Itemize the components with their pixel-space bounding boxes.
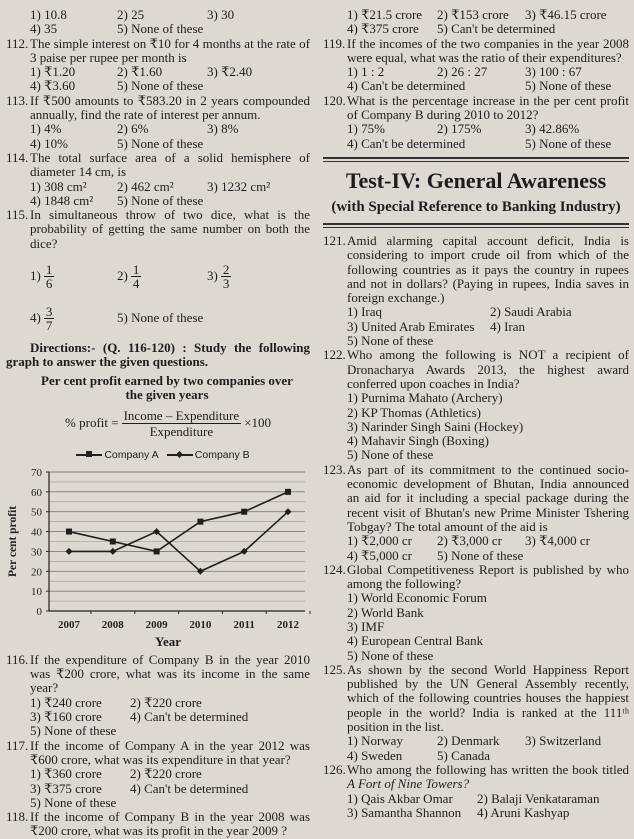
- question-number: 118.: [6, 809, 29, 825]
- questions-121-126: [323, 234, 629, 820]
- question-text: [30, 151, 310, 180]
- options-list: [323, 8, 629, 37]
- section-subtitle: (with Special Reference to Banking Industry): [331, 198, 621, 215]
- section-divider-top: [323, 157, 629, 162]
- data-point-company-a: [110, 538, 116, 544]
- section-title: Test-IV: General Awareness: [345, 167, 607, 193]
- option-1: 1) Purnima Mahato (Archery): [347, 390, 503, 406]
- option-5: 5) Canada: [437, 747, 491, 763]
- book-title: A Fort of Nine Towers?: [347, 776, 470, 792]
- y-tick-label: 50: [31, 506, 42, 519]
- x-tick-label: 2012: [277, 618, 299, 631]
- option-2: 2) 26 : 27: [437, 64, 488, 80]
- option-5: 5) None of these: [30, 723, 117, 739]
- question-number: 123.: [323, 461, 346, 477]
- x-tick-label: 2008: [101, 618, 124, 631]
- legend-company-a: Company A: [104, 449, 159, 462]
- options-list: [323, 391, 629, 462]
- options-row: [6, 259, 310, 293]
- option-2: 2) 462 cm²: [117, 178, 174, 194]
- fraction-denominator: 6: [45, 275, 53, 291]
- formula-fraction: [122, 408, 242, 439]
- option-3: 3) 30: [207, 7, 235, 22]
- option-2: 2) World Bank: [347, 604, 424, 620]
- question-stem: If the income of Company A in the year 2012 was ₹600 crore, what was its expenditure in that year?: [30, 737, 310, 767]
- profit-formula: [26, 406, 310, 440]
- option-2: 2) ₹1.60: [117, 64, 163, 80]
- question-113: [6, 94, 310, 151]
- question-text: [30, 810, 310, 839]
- question-stem-row: [323, 763, 629, 792]
- question-118: [6, 810, 310, 839]
- options-list: [6, 180, 310, 209]
- left-column: [6, 8, 310, 839]
- option-3: 3) Narinder Singh Saini (Hockey): [347, 418, 524, 434]
- question-stem-row: [6, 739, 310, 768]
- option-2: 2) ₹3,000 cr: [437, 533, 502, 549]
- option-2: 2) Balaji Venkataraman: [477, 790, 600, 806]
- directions: Directions:- (Q. 116-120) : Study the following graph to answer the given questions.: [6, 340, 310, 370]
- question-text: [30, 37, 310, 66]
- y-tick-label: 70: [31, 466, 42, 479]
- option-3: 3) United Arab Emirates: [347, 318, 475, 334]
- question-text: [347, 234, 629, 305]
- question-text: [347, 563, 629, 592]
- x-tick-label: 2007: [58, 618, 80, 631]
- question-number: 116.: [6, 651, 29, 667]
- question-116: [6, 653, 310, 739]
- x-tick-label: 2010: [189, 618, 212, 631]
- questions-116-118: [6, 653, 310, 839]
- question-stem-row: [323, 563, 629, 592]
- options-row: [6, 301, 310, 335]
- options-list: [323, 792, 629, 821]
- options-list: [6, 122, 310, 151]
- y-tick-label: 10: [31, 585, 42, 598]
- fraction-numerator: 1: [132, 261, 140, 277]
- option-3: 3) ₹4,000 cr: [525, 533, 590, 549]
- option-3: 3) ₹46.15 crore: [525, 7, 607, 22]
- question-stem-row: [6, 94, 310, 123]
- question-stem: The simple interest on ₹10 for 4 months at the rate of 3 paise per rupee per month is: [30, 35, 310, 65]
- options-list: [323, 591, 629, 662]
- option-5: 5) None of these: [117, 135, 204, 151]
- options-list: [323, 65, 629, 94]
- option-fraction: [131, 263, 142, 290]
- option-1: 1) ₹1.20: [30, 64, 76, 80]
- option-5: 5) None of these: [347, 447, 434, 463]
- fraction-numerator: 1: [45, 261, 53, 277]
- option-1: 1) World Economic Forum: [347, 590, 487, 606]
- option-5: 5) None of these: [30, 794, 117, 810]
- question-number: 113.: [6, 92, 29, 108]
- y-tick-label: 30: [31, 545, 42, 558]
- question-stem-row: [6, 151, 310, 180]
- option-1: 1) ₹240 crore: [30, 694, 102, 710]
- options-list: [323, 122, 629, 151]
- option-1: 1) Norway: [347, 733, 403, 749]
- question-text: [347, 348, 629, 391]
- option-5: 5) Can't be determined: [437, 21, 556, 37]
- question-121: [323, 234, 629, 348]
- option-4: 4) Can't be determined: [130, 780, 249, 796]
- options-list: [323, 534, 629, 563]
- question-118-options: [323, 8, 629, 37]
- option-4: 4) ₹3.60: [30, 78, 76, 94]
- formula-denominator: Expenditure: [149, 423, 214, 439]
- formula-numerator: Income – Expenditure: [123, 407, 240, 423]
- option-2: 2) 25: [117, 7, 145, 22]
- graph-title: Per cent profit earned by two companies over the given years: [41, 372, 293, 402]
- option-2: 2) ₹153 crore: [437, 7, 509, 22]
- option-3: 3) 1232 cm²: [207, 178, 271, 194]
- option-2: 2) 175%: [437, 121, 482, 137]
- option-1: 1) 1 : 2: [347, 64, 385, 80]
- option-fraction: [44, 263, 55, 290]
- question-117: [6, 739, 310, 810]
- section-divider-bottom: [323, 223, 629, 228]
- data-point-company-a: [197, 518, 203, 524]
- option-3: 3) ₹160 crore: [30, 709, 102, 725]
- question-stem: As part of its commitment to the continued socio-economic development of Bhutan, India announced an aid for it including a special package during the recent visit of Bhutan's new Prime Minister Tshering Tobgay? The total amount of the aid is: [347, 461, 629, 534]
- question-stem-row: [6, 810, 310, 839]
- question-126: [323, 763, 629, 820]
- option-1: [30, 263, 117, 290]
- question-text: [30, 94, 310, 123]
- option-fraction: [44, 305, 55, 332]
- fraction-denominator: 7: [45, 317, 53, 333]
- question-stem: What is the percentage increase in the per cent profit of Company B during 2010 to 2012?: [347, 92, 629, 123]
- y-tick-label: 40: [31, 526, 42, 539]
- option-label: 1): [30, 267, 41, 283]
- option-3: 3) ₹375 crore: [30, 780, 102, 796]
- option-2: 2) KP Thomas (Athletics): [347, 404, 481, 420]
- option-5: 5) None of these: [437, 547, 524, 563]
- question-stem: Amid alarming capital account deficit, India is considering to import crude oil from which of the following countries as it pays the country in rupees and not in dollars? (Paying in rupees, India saves in foreign exchange.): [347, 232, 629, 306]
- question-stem: As shown by the second World Happiness Report published by the UN General Assembly recently, which of the following countries houses the happiest people in the world? India is ranked at the 111ᵗʰ position in the list.: [347, 661, 629, 735]
- option-5: 5) None of these: [347, 647, 434, 663]
- questions-112-114: [6, 37, 310, 209]
- option-4: [30, 305, 117, 332]
- x-tick-label: 2009: [145, 618, 168, 631]
- question-stem-row: [323, 463, 629, 534]
- option-3: 3) 8%: [207, 121, 239, 137]
- question-stem: If ₹500 amounts to ₹583.20 in 2 years compounded annually, find the rate of interest per annum.: [30, 92, 310, 123]
- question-112: [6, 37, 310, 94]
- option-5: 5) None of these: [117, 21, 204, 37]
- question-text: [347, 663, 629, 734]
- option-4: 4) Mahavir Singh (Boxing): [347, 433, 489, 449]
- question-stem: If the incomes of the two companies in the year 2008 were equal, what was the ratio of their expenditures?: [347, 35, 629, 65]
- question-111-options: [6, 8, 310, 37]
- y-tick-label: 60: [31, 486, 42, 499]
- y-tick-label: 20: [31, 565, 42, 578]
- question-stem: In simultaneous throw of two dice, what is the probability of getting the same number on both the dice?: [30, 207, 310, 251]
- option-3: 3) 100 : 67: [525, 64, 582, 80]
- option-1: 1) Iraq: [347, 304, 383, 320]
- question-stem-row: [6, 37, 310, 66]
- question-number: 126.: [323, 761, 346, 777]
- option-2: 2) Denmark: [437, 733, 500, 749]
- option-1: 1) 75%: [347, 121, 385, 137]
- option-4: 4) 35: [30, 21, 58, 37]
- option-fraction: [221, 263, 232, 290]
- option-5: 5) None of these: [117, 192, 204, 208]
- option-4: 4) ₹5,000 cr: [347, 547, 412, 563]
- option-label: 4): [30, 309, 41, 325]
- option-4: 4) Can't be determined: [130, 709, 249, 725]
- fraction-denominator: 4: [132, 275, 140, 291]
- option-5: 5) None of these: [347, 333, 434, 349]
- option-3: 3) IMF: [347, 618, 385, 634]
- question-stem: If the income of Company B in the year 2008 was ₹200 crore, what was its profit in the year 2009 ?: [30, 809, 310, 839]
- option-5: 5) None of these: [525, 135, 612, 151]
- options-list: [323, 305, 629, 348]
- x-tick-label: 2011: [233, 618, 255, 631]
- question-text: [30, 739, 310, 768]
- question-stem: The total surface area of a solid hemisphere of diameter 14 cm, is: [30, 149, 310, 180]
- y-tick-label: 0: [36, 605, 42, 618]
- question-stem: Who among the following has written the book titled: [347, 761, 629, 777]
- options-list: [323, 734, 629, 763]
- question-stem: Who among the following is NOT a recipient of Dronacharya Awards 2013, the highest award conferred upon coaches in India?: [347, 347, 629, 391]
- question-stem-row: [6, 208, 310, 251]
- option-1: 1) 10.8: [30, 7, 67, 22]
- option-4: 4) Aruni Kashyap: [477, 804, 570, 820]
- option-1: 1) Qais Akbar Omar: [347, 790, 453, 806]
- question-stem: Global Competitiveness Report is published by who among the following?: [347, 561, 629, 592]
- y-axis-label: Per cent profit: [7, 505, 19, 577]
- option-4: 4) ₹375 crore: [347, 21, 419, 37]
- option-1: 1) ₹360 crore: [30, 766, 102, 782]
- legend-diamond-marker-icon: [167, 454, 193, 456]
- question-text: [347, 94, 629, 123]
- question-text: [347, 463, 629, 534]
- option-3: 3) 42.86%: [525, 121, 580, 137]
- option-4: 4) Can't be determined: [347, 78, 466, 94]
- question-number: 120.: [323, 92, 346, 108]
- option-3: 3) Switzerland: [525, 733, 602, 749]
- question-119: [323, 37, 629, 94]
- option-2: [117, 263, 207, 290]
- option-2: 2) ₹220 crore: [130, 694, 202, 710]
- option-3: 3) Samantha Shannon: [347, 804, 462, 820]
- fraction-numerator: 3: [45, 303, 53, 319]
- chart-legend: [16, 448, 310, 462]
- option-4: 4) European Central Bank: [347, 633, 484, 649]
- data-point-company-a: [285, 488, 291, 494]
- formula-rhs: ×100: [244, 415, 271, 431]
- legend-square-marker-icon: [76, 454, 102, 456]
- question-text: [347, 763, 629, 792]
- question-stem: If the expenditure of Company B in the year 2010 was ₹200 crore, what was its income in the same year?: [30, 651, 310, 696]
- option-2: 2) ₹220 crore: [130, 766, 202, 782]
- option-label: 5) None of these: [117, 309, 204, 325]
- question-124: [323, 563, 629, 663]
- data-point-company-b: [66, 547, 73, 554]
- option-4: 4) Iran: [490, 318, 526, 334]
- question-122: [323, 348, 629, 462]
- questions-119-120: [323, 37, 629, 151]
- profit-line-chart: [0, 463, 312, 635]
- x-axis-label: Year: [155, 633, 181, 649]
- option-1: 1) 308 cm²: [30, 178, 87, 194]
- option-1: 1) ₹2,000 cr: [347, 533, 412, 549]
- formula-lhs: % profit =: [65, 415, 119, 431]
- option-3: [207, 263, 310, 290]
- legend-company-b: Company B: [194, 449, 250, 462]
- option-2: 2) Saudi Arabia: [490, 304, 572, 320]
- option-1: 1) 4%: [30, 121, 62, 137]
- data-point-company-a: [66, 528, 72, 534]
- options-list: [6, 767, 310, 810]
- option-4: 4) 1848 cm²: [30, 192, 94, 208]
- question-115: [6, 208, 310, 335]
- question-number: 115.: [6, 207, 29, 223]
- question-114: [6, 151, 310, 208]
- question-number: 117.: [6, 737, 29, 753]
- question-text: [30, 653, 310, 696]
- option-label: 3): [207, 267, 218, 283]
- data-point-company-b: [109, 547, 116, 554]
- question-number: 125.: [323, 661, 346, 677]
- question-number: 124.: [323, 561, 346, 577]
- question-123: [323, 463, 629, 563]
- data-point-company-a: [154, 548, 160, 554]
- options-list: [6, 65, 310, 94]
- options-list: [6, 8, 310, 37]
- option-1: 1) ₹21.5 crore: [347, 7, 423, 22]
- fraction-denominator: 3: [222, 275, 230, 291]
- right-column: [323, 8, 629, 820]
- question-120: [323, 94, 629, 151]
- options-list: [6, 696, 310, 739]
- fraction-numerator: 2: [222, 261, 230, 277]
- option-5: 5) None of these: [117, 78, 204, 94]
- question-stem-row: [323, 234, 629, 305]
- question-stem-row: [323, 37, 629, 66]
- option-4: 4) Sweden: [347, 747, 403, 763]
- question-number: 122.: [323, 347, 346, 363]
- data-point-company-a: [241, 508, 247, 514]
- option-5: [117, 311, 207, 325]
- question-stem-row: [323, 663, 629, 734]
- option-label: 2): [117, 267, 128, 283]
- option-4: 4) Can't be determined: [347, 135, 466, 151]
- question-stem-row: [6, 653, 310, 696]
- question-125: [323, 663, 629, 763]
- question-text: [347, 37, 629, 66]
- option-5: 5) None of these: [525, 78, 612, 94]
- question-number: 114.: [6, 149, 29, 165]
- option-3: 3) ₹2.40: [207, 64, 253, 80]
- option-4: 4) 10%: [30, 135, 68, 151]
- option-2: 2) 6%: [117, 121, 149, 137]
- question-number: 121.: [323, 232, 346, 248]
- question-stem-row: [323, 348, 629, 391]
- question-stem-row: [323, 94, 629, 123]
- question-number: 119.: [323, 35, 346, 51]
- question-number: 112.: [6, 35, 29, 51]
